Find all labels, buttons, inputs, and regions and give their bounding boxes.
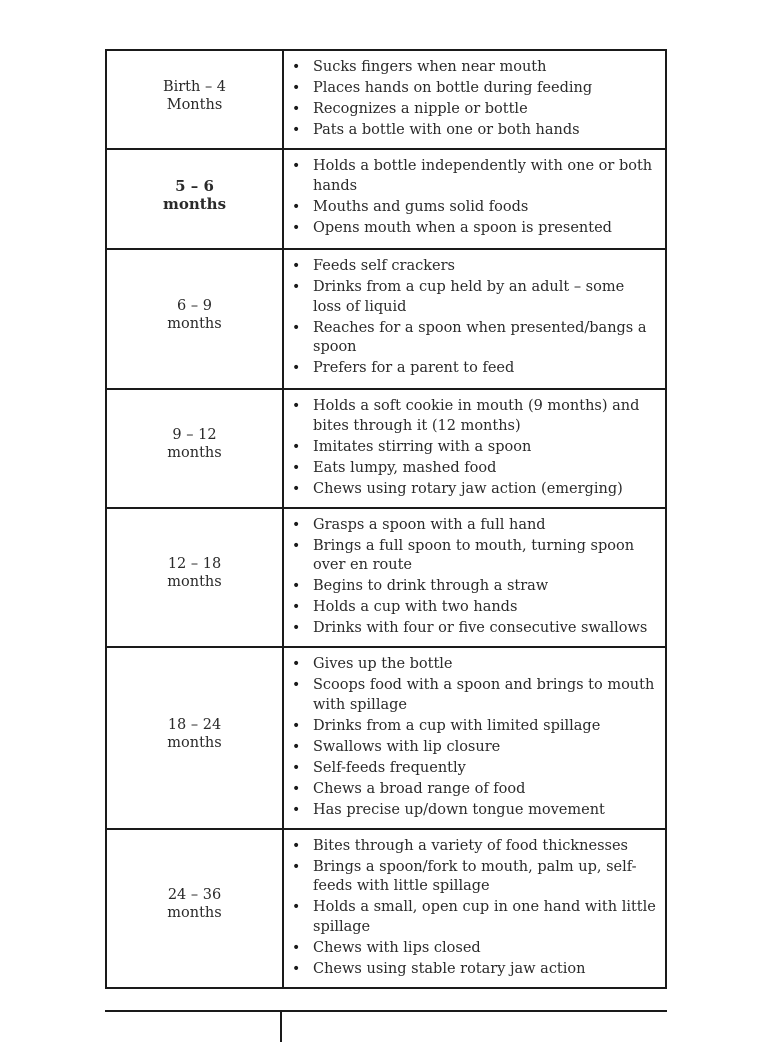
list-item: • Scoops food with a spoon and brings to mouth with spillage [292, 676, 657, 715]
list-item: • Chews using rotary jaw action (emerging) [292, 480, 657, 500]
list-item: • Brings a spoon/fork to mouth, palm up, self-feeds with little spillage [292, 858, 657, 897]
column-divider [280, 1012, 282, 1042]
list-item: • Reaches for a spoon when presented/bangs a spoon [292, 319, 657, 358]
list-item: • Grasps a spoon with a full hand [292, 516, 657, 536]
next-table-top-edge [105, 1010, 667, 1042]
list-item: • Drinks with four or five consecutive swallows [292, 619, 657, 639]
list-item: • Mouths and gums solid foods [292, 198, 657, 218]
age-label: 18 – 24 months [167, 716, 222, 751]
list-item: • Begins to drink through a straw [292, 577, 657, 597]
skills-list [284, 150, 665, 246]
skills-cell [283, 508, 666, 648]
table-row [106, 249, 666, 389]
age-cell [106, 508, 283, 648]
list-item: • Gives up the bottle [292, 655, 657, 675]
list-item: • Opens mouth when a spoon is presented [292, 219, 657, 239]
age-cell [106, 50, 283, 149]
skills-list [284, 509, 665, 647]
skills-cell [283, 389, 666, 508]
list-item: • Self-feeds frequently [292, 759, 657, 779]
table-row [106, 389, 666, 508]
skills-list [284, 648, 665, 828]
list-item: • Swallows with lip closure [292, 738, 657, 758]
list-item: • Recognizes a nipple or bottle [292, 100, 657, 120]
table-row [106, 149, 666, 249]
list-item: • Has precise up/down tongue movement [292, 801, 657, 821]
list-item: • Holds a cup with two hands [292, 598, 657, 618]
age-cell [106, 249, 283, 389]
skills-list [284, 250, 665, 386]
list-item: • Holds a small, open cup in one hand with little spillage [292, 898, 657, 937]
age-label: 12 – 18 months [167, 556, 222, 591]
list-item: • Eats lumpy, mashed food [292, 459, 657, 479]
skills-list [284, 830, 665, 987]
feeding-milestones-table [105, 49, 667, 989]
skills-cell [283, 149, 666, 249]
age-label: 6 – 9 months [167, 298, 222, 332]
list-item: • Chews a broad range of food [292, 780, 657, 800]
age-cell [106, 149, 283, 249]
list-item: • Holds a bottle independently with one or both hands [292, 157, 657, 196]
age-label: 9 – 12 months [167, 427, 222, 462]
skills-cell [283, 249, 666, 389]
skills-list [284, 390, 665, 507]
list-item: • Places hands on bottle during feeding [292, 79, 657, 99]
age-label: 24 – 36 months [167, 887, 222, 921]
list-item: • Sucks fingers when near mouth [292, 58, 657, 78]
skills-cell [283, 50, 666, 149]
skills-list [284, 51, 665, 148]
list-item: • Drinks from a cup held by an adult – some loss of liquid [292, 278, 657, 317]
table-row [106, 829, 666, 988]
table-row [106, 50, 666, 149]
list-item: • Drinks from a cup with limited spillage [292, 717, 657, 737]
list-item: • Brings a full spoon to mouth, turning spoon over en route [292, 537, 657, 576]
age-cell [106, 389, 283, 508]
skills-cell [283, 647, 666, 829]
list-item: • Prefers for a parent to feed [292, 359, 657, 379]
age-label: Birth – 4 Months [162, 78, 227, 113]
skills-cell [283, 829, 666, 988]
list-item: • Imitates stirring with a spoon [292, 438, 657, 458]
list-item: • Bites through a variety of food thicknesses [292, 837, 657, 857]
list-item: • Pats a bottle with one or both hands [292, 121, 657, 141]
table-row [106, 508, 666, 648]
table-row [106, 647, 666, 829]
list-item: • Holds a soft cookie in mouth (9 months) and bites through it (12 months) [292, 397, 657, 436]
age-label: 5 – 6 months [162, 176, 227, 213]
list-item: • Chews with lips closed [292, 939, 657, 959]
age-cell [106, 647, 283, 829]
age-cell [106, 829, 283, 988]
list-item: • Feeds self crackers [292, 257, 657, 277]
list-item: • Chews using stable rotary jaw action [292, 960, 657, 980]
